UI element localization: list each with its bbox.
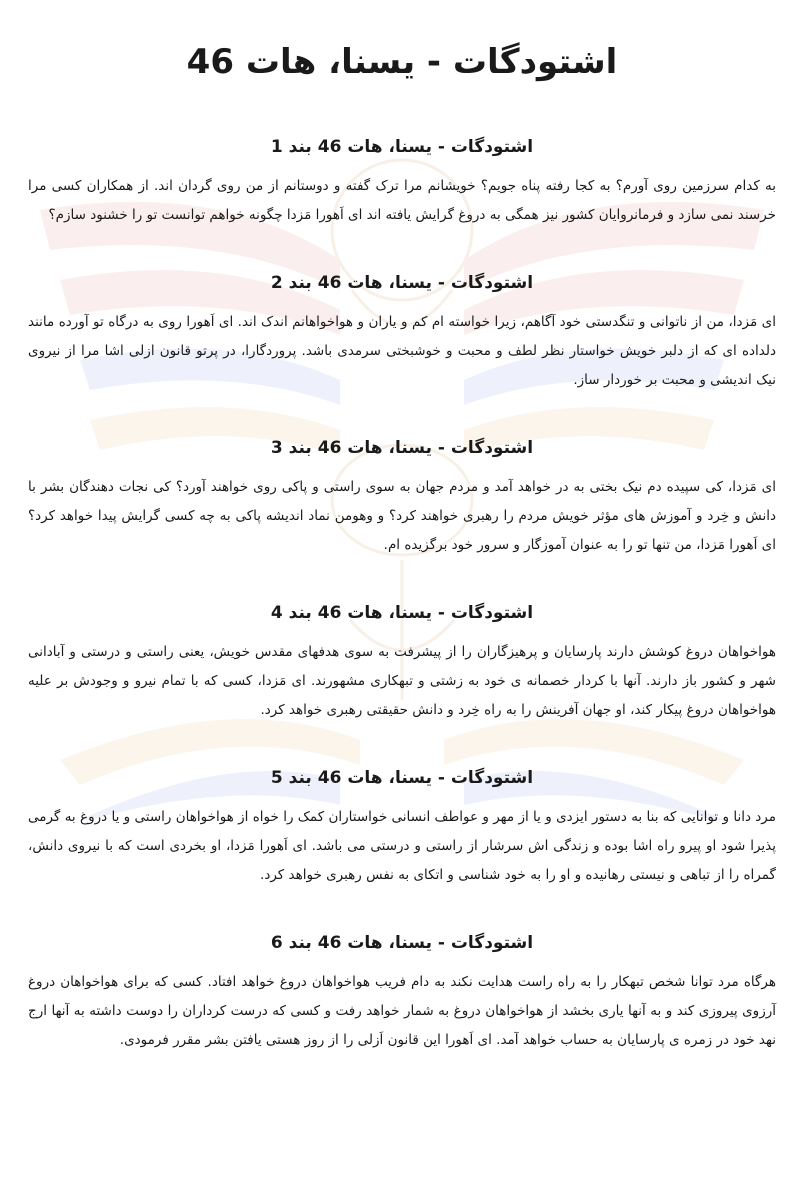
verse-section-2 [28, 268, 776, 395]
section-heading: اشتودگات - یسنا، هات 46 بند 5 [270, 768, 534, 788]
section-text: ای مَزدا، من از ناتوانی و تنگدستی خود آگاهم، زیرا خواسته ام کم و یاران و هواخواهانم اندک اند. ای اَهورا روی به درگاه تو آورده مانند دلداده ای که از دلبر خویش خواستار نظر لطف و محبت و خوشبختی سرمدی باشد. پروردگارا، در پرتو قانون ازلی اشا مرا از نیروی نیک اندیشی و محبت بر خوردار ساز. [28, 314, 776, 388]
page-title: اشتودگات - یسنا، هات 46 [186, 42, 618, 82]
verse-section-6 [28, 928, 776, 1055]
section-heading: اشتودگات - یسنا، هات 46 بند 2 [270, 273, 534, 293]
section-heading: اشتودگات - یسنا، هات 46 بند 1 [270, 137, 534, 157]
section-heading: اشتودگات - یسنا، هات 46 بند 6 [270, 933, 534, 953]
section-text: هواخواهان دروغ کوشش دارند پارسایان و پرهیزگاران را از پیشرفت به سوی هدفهای مقدس خویش، یعنی راستی و درستی و آبادانی شهر و کشور باز دارند. آنها با کردار خصمانه ی خود به زشتی و تبهکاری مشهورند. ای مَزدا، کسی که با تمام نیرو و وجودش بر علیه هواخواهان دروغ پیکار کند، او جهان آفرینش را به راه خِرد و دانش حقیقتی رهبری خواهد کرد. [28, 644, 776, 718]
verse-section-3 [28, 433, 776, 560]
section-text: هرگاه مرد توانا شخص تبهکار را به راه راست هدایت نکند به دام فریب هواخواهان دروغ خواهد افتاد. کسی که برای هواخواهان دروغ آرزوی پیروزی کند و به آنها یاری بخشد از هواخواهان دروغ به شمار خواهد رفت و کسی که درست کرداران را دوست داشته به آنها ارج نهد خود در زمره ی پارسایان به حساب خواهد آمد. ای اَهورا این قانون اَزلی را از روز هستی یافتن بشر مقرر فرمودی. [28, 974, 776, 1048]
section-heading: اشتودگات - یسنا، هات 46 بند 3 [270, 438, 534, 458]
verse-section-1 [28, 132, 776, 230]
section-text: ای مَزدا، کی سپیده دم نیک بختی به در خواهد آمد و مردم جهان به سوی راستی و پاکی روی خواهند آورد؟ کی نجات دهندگان بشر با دانش و خِرد و آموزش های مؤثر خویش مردم را رهبری خواهند کرد؟ و وهومن نماد اندیشه پاکی به چه کسی گرایش پیدا خواهد کرد؟ ای اَهورا مَزدا، من تنها تو را به عنوان آموزگار و سرور خود برگزیده ام. [28, 479, 776, 553]
verse-section-4 [28, 598, 776, 725]
section-text: مرد دانا و توانایی که بنا به دستور ایزدی و یا از مهر و عواطف انسانی خواستاران کمک را خواه از هواخواهان راستی و یا دروغ به گرمی پذیرا شود او پیرو راه اشا بوده و زندگی اش سرشار از راستی و درستی می باشد. ای اَهورا مَزدا، او بخردی است که با نیروی دانش، گمراه را از تباهی و نیستی رهانیده و او را به خود شناسی و اتکای به نفس رهبری خواهد کرد. [28, 809, 776, 883]
document-content [28, 132, 776, 1093]
section-text: به کدام سرزمین روی آورم؟ به کجا رفته پناه جویم؟ خویشانم مرا ترک گفته و دوستانم از من روی گردان اند. از همکاران کسی مرا خرسند نمی سازد و فرمانروایان کشور نیز همگی به دروغ گرایش یافته اند ای اَهورا مَزدا چگونه خواهم توانست تو را خشنود سازم؟ [28, 178, 776, 223]
verse-section-5 [28, 763, 776, 890]
section-heading: اشتودگات - یسنا، هات 46 بند 4 [270, 603, 534, 623]
